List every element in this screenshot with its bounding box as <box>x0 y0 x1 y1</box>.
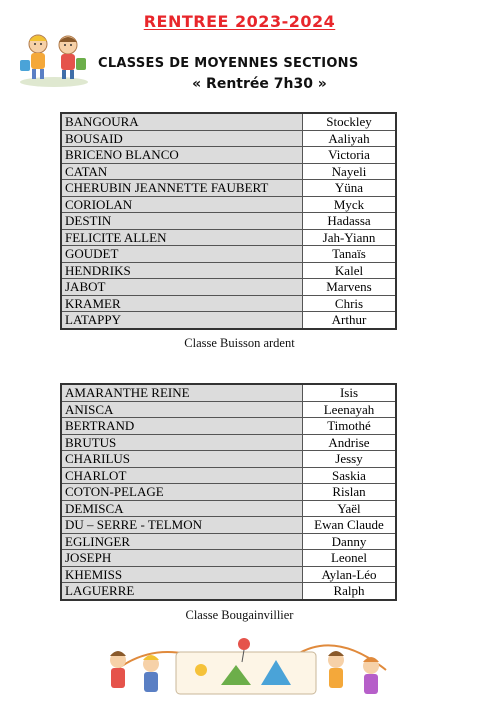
table-row <box>61 246 396 263</box>
student-last-name: DEMISCA <box>61 500 303 517</box>
table-row <box>61 279 396 296</box>
student-first-name: Tanaïs <box>303 246 397 263</box>
table-row <box>61 550 396 567</box>
student-last-name: JABOT <box>61 279 303 296</box>
student-last-name: EGLINGER <box>61 533 303 550</box>
table-row <box>61 517 396 534</box>
student-first-name: Saskia <box>303 467 397 484</box>
student-first-name: Leonel <box>303 550 397 567</box>
student-last-name: LAGUERRE <box>61 583 303 600</box>
student-first-name: Aaliyah <box>303 130 397 147</box>
table-row <box>61 229 396 246</box>
student-last-name: KHEMISS <box>61 566 303 583</box>
student-last-name: COTON-PELAGE <box>61 484 303 501</box>
table-row <box>61 500 396 517</box>
student-last-name: AMARANTHE REINE <box>61 384 303 401</box>
student-first-name: Leenayah <box>303 401 397 418</box>
student-first-name: Ralph <box>303 583 397 600</box>
table-row <box>61 384 396 401</box>
student-last-name: DESTIN <box>61 213 303 230</box>
student-last-name: LATAPPY <box>61 312 303 329</box>
student-last-name: BANGOURA <box>61 113 303 130</box>
table-row <box>61 213 396 230</box>
table-row <box>61 583 396 600</box>
children-drawing-illustration <box>96 630 396 710</box>
student-last-name: BOUSAID <box>61 130 303 147</box>
student-first-name: Arthur <box>303 312 397 329</box>
student-last-name: KRAMER <box>61 295 303 312</box>
class-caption: Classe Bougainvillier <box>185 608 294 622</box>
student-first-name: Ewan Claude <box>303 517 397 534</box>
student-last-name: HENDRIKS <box>61 262 303 279</box>
student-first-name: Chris <box>303 295 397 312</box>
table-row <box>61 163 396 180</box>
table-row <box>61 312 396 329</box>
student-last-name: CHARLOT <box>61 467 303 484</box>
table-row <box>61 451 396 468</box>
student-first-name: Yaël <box>303 500 397 517</box>
table-row <box>61 113 396 130</box>
student-first-name: Marvens <box>303 279 397 296</box>
student-last-name: DU – SERRE - TELMON <box>61 517 303 534</box>
student-first-name: Kalel <box>303 262 397 279</box>
class-table-buisson-ardent <box>60 112 397 330</box>
student-first-name: Isis <box>303 384 397 401</box>
student-first-name: Andrise <box>303 434 397 451</box>
table-row <box>61 533 396 550</box>
table-row <box>61 418 396 435</box>
table-row <box>61 467 396 484</box>
student-last-name: CHARILUS <box>61 451 303 468</box>
class-caption: Classe Buisson ardent <box>184 336 295 350</box>
student-first-name: Yüna <box>303 180 397 197</box>
student-first-name: Victoria <box>303 147 397 164</box>
table-row <box>61 295 396 312</box>
table-row <box>61 180 396 197</box>
student-first-name: Stockley <box>303 113 397 130</box>
student-last-name: CORIOLAN <box>61 196 303 213</box>
class-table-bougainvillier <box>60 383 397 601</box>
student-first-name: Jah-Yiann <box>303 229 397 246</box>
student-last-name: JOSEPH <box>61 550 303 567</box>
student-first-name: Danny <box>303 533 397 550</box>
student-first-name: Myck <box>303 196 397 213</box>
student-first-name: Rislan <box>303 484 397 501</box>
table-row <box>61 147 396 164</box>
start-time: « Rentrée 7h30 » <box>192 76 327 92</box>
student-first-name: Jessy <box>303 451 397 468</box>
student-last-name: BRICENO BLANCO <box>61 147 303 164</box>
student-last-name: CATAN <box>61 163 303 180</box>
student-first-name: Hadassa <box>303 213 397 230</box>
section-subtitle: CLASSES DE MOYENNES SECTIONS <box>98 56 359 71</box>
student-last-name: CHERUBIN JEANNETTE FAUBERT <box>61 180 303 197</box>
table-row <box>61 196 396 213</box>
table-row <box>61 434 396 451</box>
table-row <box>61 484 396 501</box>
student-first-name: Nayeli <box>303 163 397 180</box>
student-first-name: Aylan-Léo <box>303 566 397 583</box>
student-last-name: BRUTUS <box>61 434 303 451</box>
student-last-name: GOUDET <box>61 246 303 263</box>
table-row <box>61 262 396 279</box>
table-row <box>61 130 396 147</box>
student-last-name: FELICITE ALLEN <box>61 229 303 246</box>
student-last-name: ANISCA <box>61 401 303 418</box>
table-row <box>61 566 396 583</box>
student-last-name: BERTRAND <box>61 418 303 435</box>
table-row <box>61 401 396 418</box>
page-title: RENTREE 2023-2024 <box>143 12 336 31</box>
student-first-name: Timothé <box>303 418 397 435</box>
